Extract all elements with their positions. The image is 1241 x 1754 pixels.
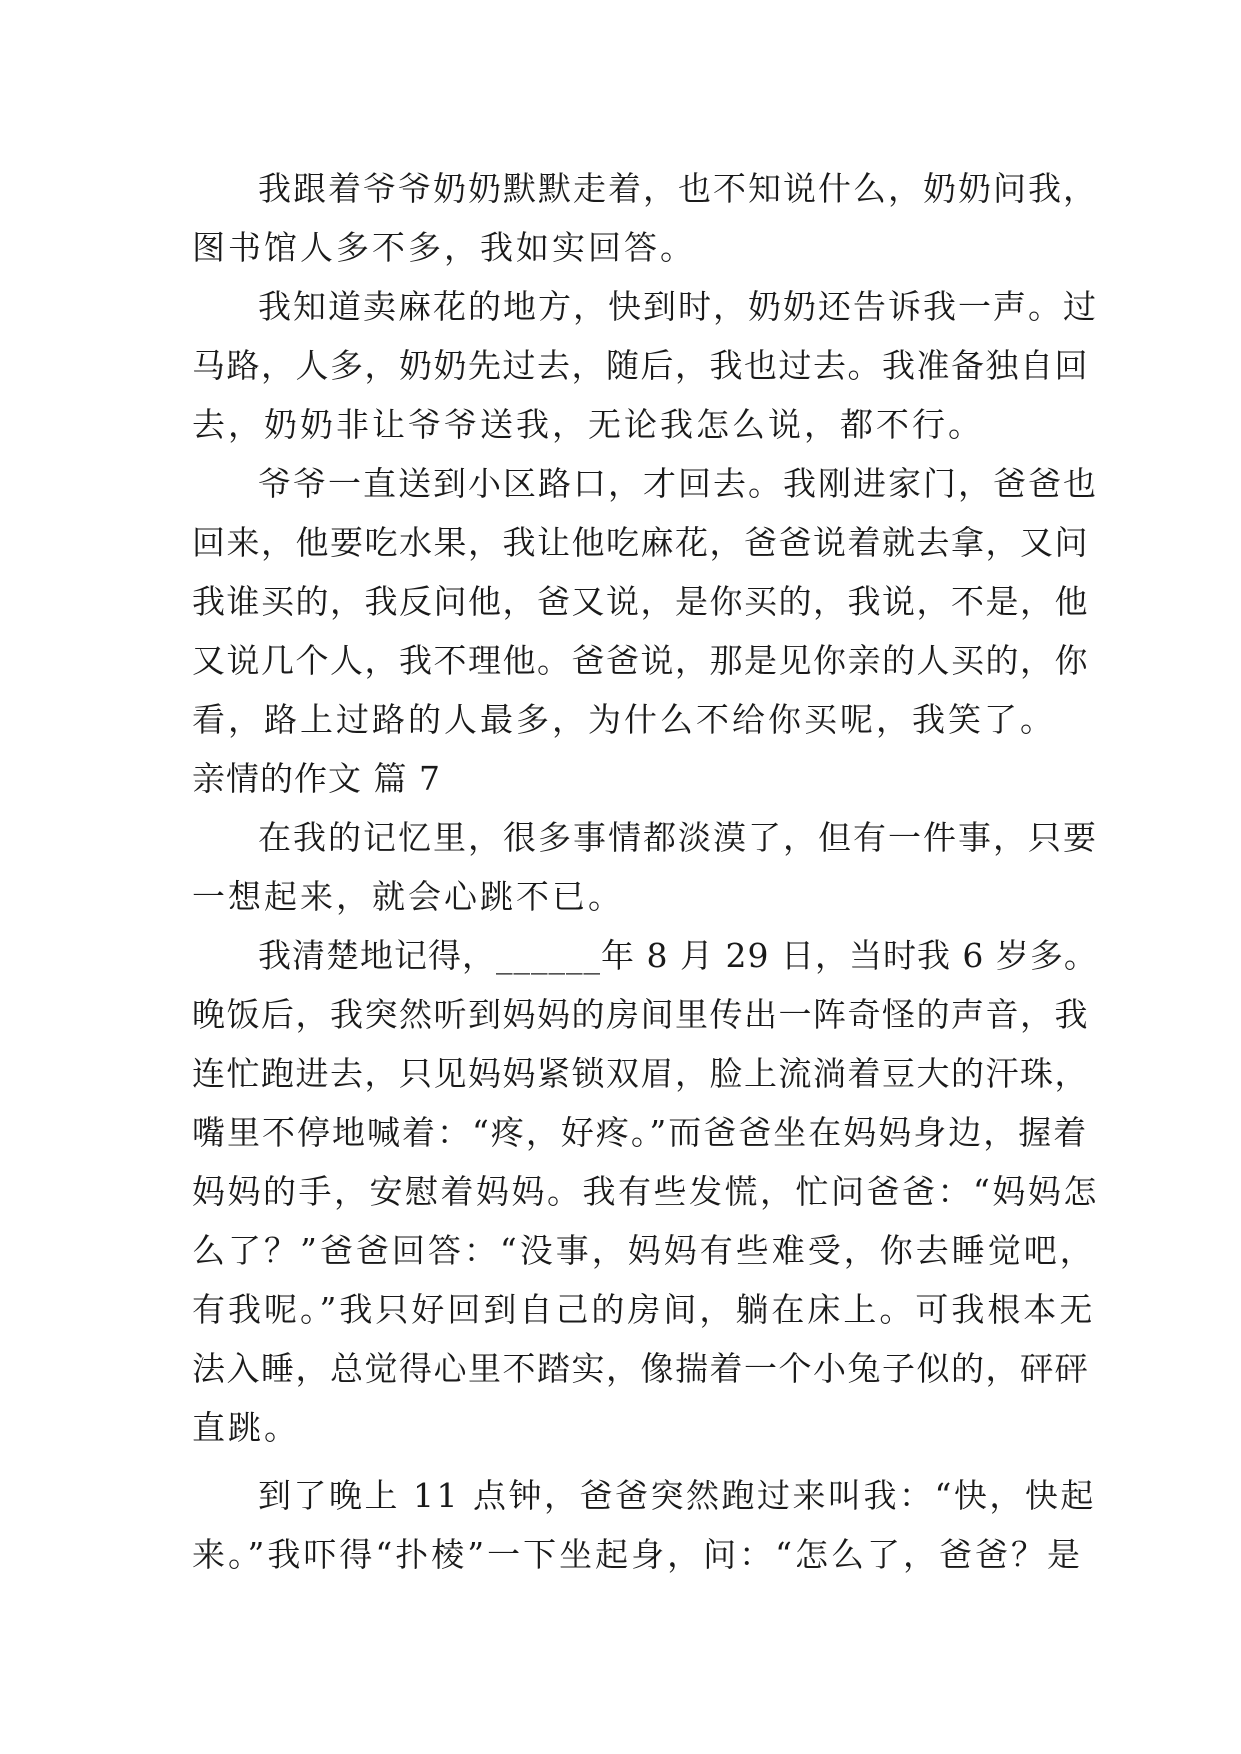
text-line: 直跳。 — [192, 1408, 300, 1447]
text-line: 到了晚上 11 点钟，爸爸突然跑过来叫我：“快，快起 — [258, 1476, 1096, 1515]
text-line: 我谁买的，我反问他，爸又说，是你买的，我说，不是，他 — [192, 582, 1089, 621]
text-line: 看，路上过路的人最多，为什么不给你买呢，我笑了。 — [192, 700, 1056, 739]
text-line: 法入睡，总觉得心里不踏实，像揣着一个小兔子似的，砰砰 — [192, 1349, 1089, 1388]
text-line: 么了？”爸爸回答：“没事，妈妈有些难受，你去睡觉吧， — [192, 1231, 1096, 1270]
text-line: 嘴里不停地喊着：“疼，好疼。”而爸爸坐在妈妈身边，握着 — [192, 1113, 1089, 1152]
text-line: 又说几个人，我不理他。爸爸说，那是见你亲的人买的，你 — [192, 641, 1089, 680]
text-line: 连忙跑进去，只见妈妈紧锁双眉，脸上流淌着豆大的汗珠， — [192, 1054, 1089, 1093]
section-heading: 亲情的作文 篇 7 — [192, 759, 441, 798]
text-line: 妈妈的手，安慰着妈妈。我有些发慌，忙问爸爸：“妈妈怎 — [192, 1172, 1099, 1211]
text-line: 来。”我吓得“扑棱”一下坐起身，问：“怎么了，爸爸？是 — [192, 1535, 1083, 1574]
text-line: 回来，他要吃水果，我让他吃麻花，爸爸说着就去拿，又问 — [192, 523, 1089, 562]
text-line: 我跟着爷爷奶奶默默走着，也不知说什么，奶奶问我， — [258, 169, 1098, 208]
text-line: 图书馆人多不多，我如实回答。 — [192, 228, 696, 267]
text-line: 一想起来，就会心跳不已。 — [192, 877, 624, 916]
text-line: 我清楚地记得，______年 8 月 29 日，当时我 6 岁多。 — [258, 936, 1098, 975]
text-line: 马路，人多，奶奶先过去，随后，我也过去。我准备独自回 — [192, 346, 1089, 385]
text-line: 爷爷一直送到小区路口，才回去。我刚进家门，爸爸也 — [258, 464, 1098, 503]
text-line: 去，奶奶非让爷爷送我，无论我怎么说，都不行。 — [192, 405, 984, 444]
text-line: 有我呢。”我只好回到自己的房间，躺在床上。可我根本无 — [192, 1290, 1096, 1329]
text-line: 晚饭后，我突然听到妈妈的房间里传出一阵奇怪的声音，我 — [192, 995, 1089, 1034]
text-line: 在我的记忆里，很多事情都淡漠了，但有一件事，只要 — [258, 818, 1098, 857]
text-line: 我知道卖麻花的地方，快到时，奶奶还告诉我一声。过 — [258, 287, 1098, 326]
